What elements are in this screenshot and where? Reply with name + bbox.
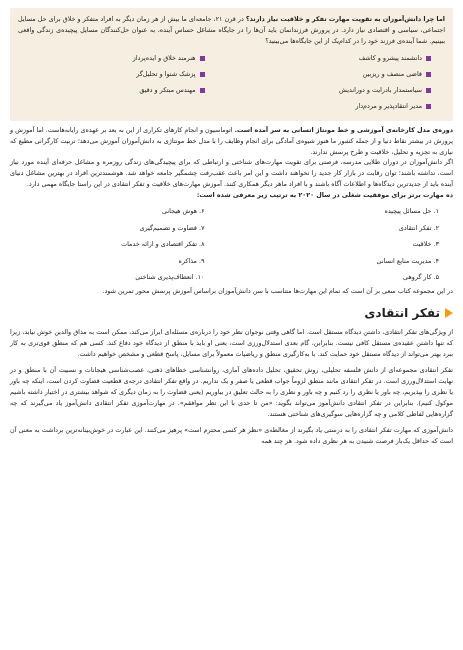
job-label: سیاستمدار بادرایت و دوراندیش <box>339 86 422 95</box>
job-label: دانشمند پیشرو و کاشف <box>358 54 422 63</box>
bullet-square-icon <box>200 72 205 77</box>
heading-triangle-icon <box>445 308 453 318</box>
job-item <box>245 67 432 83</box>
skill-item: ۹. مذاکره <box>178 256 205 265</box>
intro-text: در قرن ۲۱، جامعه‌ای ما بیش از هر زمان دیگر به افراد متفکر و خلاق برای حل مسایل اجتماعی، سیاسی و اقتصادی نیاز دارد. در پرورش فرزندانمان باید آن‌ها را در جایگاه مشاغل حساس آینده، به عنوان حل‌کنندگان مسایل پیچیده‌ی زندگی واقعی ببینیم. شما آینده‌ی فرزند خود را در کدام‌یک از این جایگاه‌ها می‌بینید؟ <box>18 15 445 45</box>
section-paragraph: تفکر انتقادی مجموعه‌ای از دانش فلسفه تحلیلی، روش تحقیق، تحلیل داده‌های آماری، روانشناسی خطاهای ذهنی، عصب‌شناسی هیجانات و نسبیت آن با منطق و در نهایت استدلال‌ورزی است. در تفکر انتقادی مانند منطق لزوماً جواب قطعی یا صفر و یک نداریم. در واقع تفکر انتقادی درجه‌ی قطعیت قضاوت کردن است، اینکه چه باور یا نظری را بپذیریم، چه باور یا نظری را رد کنیم و چه باور و نظری را به حالت تعلیق در بیاوریم (یعنی قضاوت را به زمان دیگری که شواهد بیشتری در اختیار داشته باشیم موکول کنیم). بنابراین در تفکر انتقادی دانش‌آموز می‌تواند بگوید: «من تا حدی با این نظر موافقم». در مهارت‌آموزی تفکر انتقادی دانش‌آموز یاد می‌گیرند که چه گزاره‌هایی لفاظی کلامی و چه گزاره‌هایی سوگیری‌های شناختی هستند. <box>10 365 453 419</box>
job-item <box>18 51 205 67</box>
skill-item: ۴. مدیریت منابع انسانی <box>376 256 439 265</box>
section-title: تفکر انتقادی <box>364 305 440 320</box>
job-label: مهندس مبتکر و دقیق <box>139 86 196 95</box>
job-item <box>245 51 432 67</box>
bullet-square-icon <box>426 56 431 61</box>
skill-item: ۵. کار گروهی <box>403 273 439 282</box>
jobs-list <box>18 51 445 115</box>
section-paragraph: دانش‌آموزی که مهارت تفکر انتقادی را به درستی یاد بگیرند از مغالطه‌ی «نظر هر کسی محترم است» پرهیز می‌کنند. این عبارت در خوش‌بینانه‌ترین برداشت به معنی آن است که حداقل یک‌بار فرصت شنیدن به هر نظری داده شود. هر چند همه <box>10 425 453 445</box>
skills-title: ده مهارت برتر برای موفقیت شغلی در سال ۲۰۲۰ به ترتیب زیر معرفی شده است: <box>196 191 453 200</box>
section-heading <box>10 305 453 321</box>
intro-box <box>10 8 453 121</box>
bullet-square-icon <box>426 104 431 109</box>
skill-item: ۷. قضاوت و تصمیم‌گیری <box>139 223 205 232</box>
job-label: پزشک شنوا و تحلیل‌گر <box>136 70 196 79</box>
job-label: قاضی منصف و ریزبین <box>362 70 422 79</box>
bullet-square-icon <box>426 88 431 93</box>
bullet-square-icon <box>200 88 205 93</box>
paragraph-text: اتوماسیون و انجام کارهای تکراری از این به بعد بر عهده‌ی رایانه‌هاست. اما آموزش و پرورش در بیشتر نقاط دنیا و از جمله کشور ما هنوز شیوه‌ی آمادگی برای انجام وظایف را با مدل خط مونتاژی به دانش‌آموزان آموزش می‌دهد؛ تربیت کارگرانی مطیع که نیازی به تجزیه و تحلیل، خلاقیت و طرح پرسش ندارند. <box>10 125 453 156</box>
intro-question: اما چرا دانش‌آموزان به تقویت مهارت تفکر و خلاقیت نیاز دارند؟ <box>245 15 445 23</box>
paragraph-lead: دوره‌ی مدل کارخانه‌ی آموزشی و خط مونتاژ انسانی به سر آمده است. <box>234 125 453 134</box>
bullet-square-icon <box>426 72 431 77</box>
job-item <box>245 99 432 115</box>
section-paragraph: از ویژگی‌های تفکر انتقادی، داشتن دیدگاه مستقل است. اما گاهی وقتی نوجوان نظر خود را درباره‌ی مسئله‌ای ابراز می‌کند، ممکن است به مذاق والدین خوش نیاید، زیرا که تنها داشتن عقیده‌ی مستقل کافی نیست. بنابراین، گام بعدی استدلال‌ورزی است، یعنی او باید با منطق از دیدگاه خود دفاع کند. کسی هم که منطق قوی‌تری به کار ببرد بهتر می‌تواند از دیدگاه مستقل خود حمایت کند. با به‌کارگیری منطق و ریاضیات معمولاً برای مسایل، پاسخ قطعی و مشخص خواهیم داشت. <box>10 327 453 359</box>
job-label: هنرمند خلاق و ایده‌پرداز <box>132 54 196 63</box>
paragraph-golden-years: اگر دانش‌آموزان در دوران طلایی مدرسه، فرصتی برای تقویت مهارت‌های شناختی و ارتباطی که برای پیچیدگی‌های زندگی روزمره و مشاغل حرفه‌ای آینده مورد نیاز است، نداشته باشند؛ توان رقابت در بازار کار جدید را نخواهند داشت و این امر باعث عقب‌رفت چشمگیر جامعه خواهد شد. هوشمندترین افراد در بهترین مشاغل دنیای آینده باید از جدیدترین دیدگاه‌ها و اطلاعات آگاه باشند و با افراد ماهر دیگر همکاری کنند. آموزش مهارت‌های خلاقیت و تفکر انتقادی در این راستا جایگاه مهمی دارد. <box>10 158 453 189</box>
paragraph-book-aim: در این مجموعه کتاب سعی بر آن است که تمام این مهارت‌ها متناسب با سن دانش‌آموزان براساس آموزش پرسش محور تمرین شود. <box>102 287 453 296</box>
intro-paragraph <box>18 14 445 47</box>
job-item <box>18 67 205 83</box>
job-item <box>18 83 205 99</box>
paragraph-factory-model <box>10 125 453 158</box>
skill-item: ۸. تفکر اقتصادی و ارائه خدمات <box>121 240 205 249</box>
skills-list <box>10 203 453 286</box>
job-label: مدیر انتقادپذیر و مردم‌دار <box>355 102 422 111</box>
skill-item: ۶. هوش هیجانی <box>162 207 205 216</box>
skill-item: ۳. خلاقیت <box>412 240 439 249</box>
section-body <box>10 327 453 447</box>
skill-item: ۱. حل مسائل پیچیده <box>384 207 439 216</box>
skill-item: ۲. تفکر انتقادی <box>398 223 439 232</box>
bullet-square-icon <box>200 56 205 61</box>
job-item <box>245 83 432 99</box>
skill-item: ۱۰. انعطاف‌پذیری شناختی <box>135 273 205 282</box>
